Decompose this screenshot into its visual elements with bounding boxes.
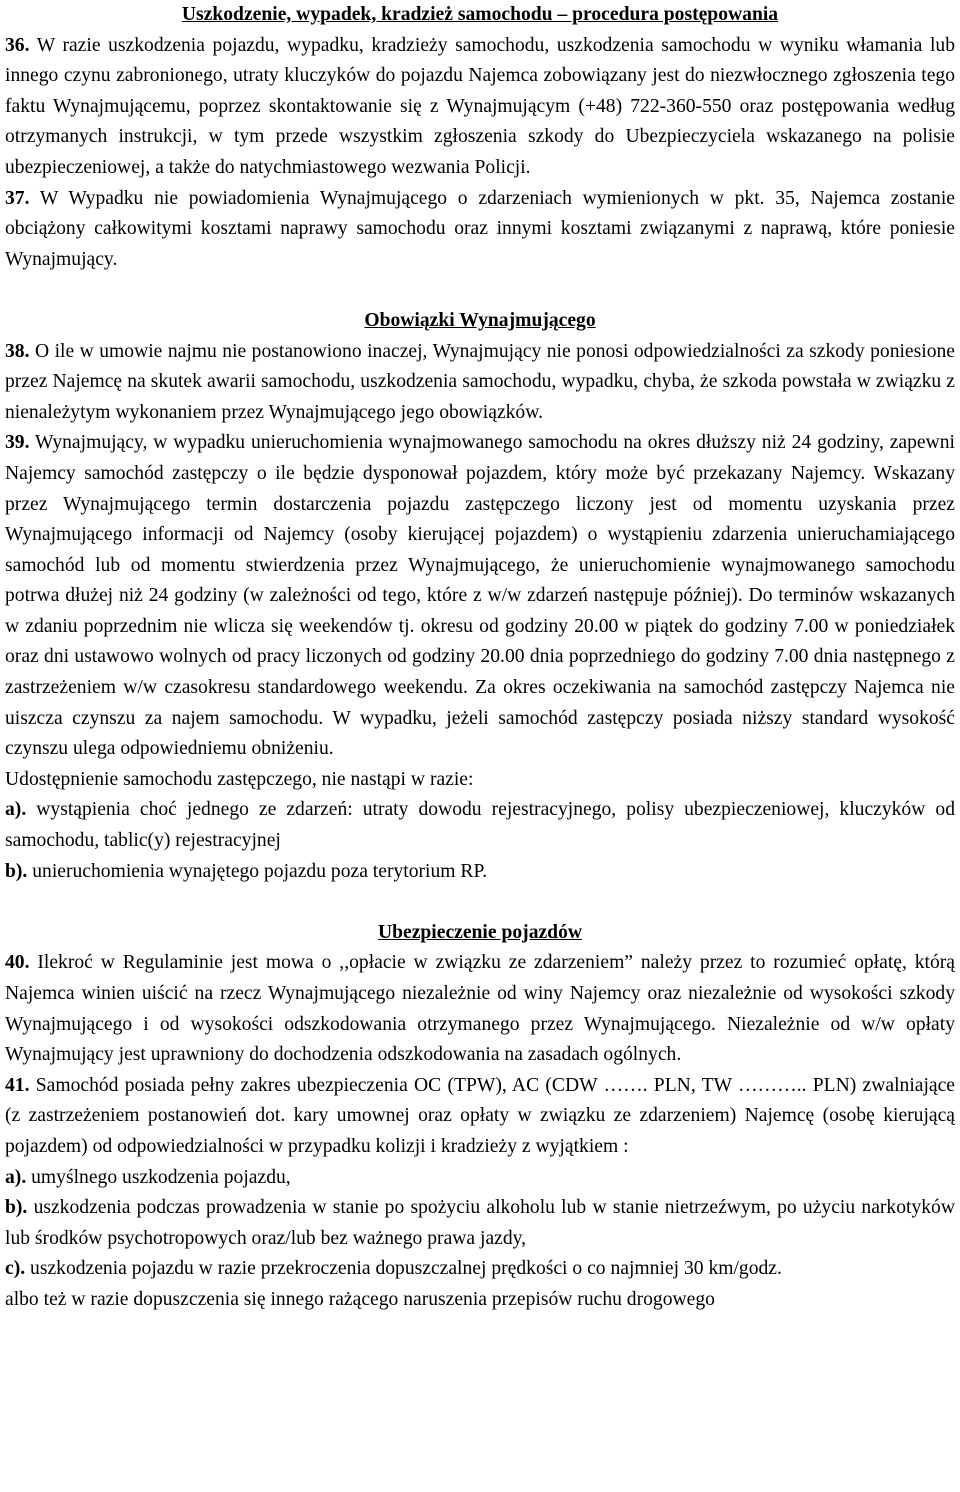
- item-text: umyślnego uszkodzenia pojazdu,: [26, 1166, 291, 1188]
- section-heading: Obowiązki Wynajmującego: [364, 309, 596, 331]
- section-incident: [5, 0, 955, 275]
- list-item: [5, 1193, 955, 1254]
- list-item: [5, 857, 955, 888]
- paragraph: [5, 428, 955, 765]
- paragraph-number: 41.: [5, 1074, 30, 1096]
- item-marker: a).: [5, 799, 27, 821]
- item-marker: b).: [5, 1197, 28, 1219]
- item-text: uszkodzenia podczas prowadzenia w stanie po spożyciu alkoholu lub w stanie nietrzeźwym, po użyciu narkotyków lub środków psychotropowych oraz/lub bez ważnego prawa jazdy,: [5, 1197, 955, 1249]
- list-item: [5, 1254, 955, 1285]
- list-item: [5, 795, 955, 856]
- paragraph-text: Udostępnienie samochodu zastępczego, nie nastąpi w razie:: [5, 768, 474, 790]
- paragraph-text: Wynajmujący, w wypadku unieruchomienia wynajmowanego samochodu na okres dłuższy niż 24 godziny, zapewni Najemcy samochód zastępczy o ile będzie dysponował pojazdem, który może być przekazany Najemcy. Wskazany przez Wynajmującego termin dostarczenia pojazdu zastępczego liczony jest od momentu uzyskania przez Wynajmującego informacji od Najemcy (osoby kierującej pojazdem) o wystąpieniu zdarzenia unieruchamiającego samochód lub od momentu stwierdzenia przez Wynajmującego, że unieruchomienie wynajmowanego samochodu potrwa dłużej niż 24 godziny (w zależności od tego, które z w/w zdarzeń następuje później). Do terminów wskazanych w zdaniu poprzednim nie wlicza się weekendów tj. okresu od godziny 20.00 w piątek do godziny 7.00 w poniedziałek oraz dni ustawowo wolnych od pracy liczonych od godziny 20.00 dnia poprzedniego do godziny 7.00 dnia następnego z zastrzeżeniem w/w czasokresu standardowego weekendu. Za okres oczekiwania na samochód zastępczy Najemca nie uiszcza czynszu za najem samochodu. W wypadku, jeżeli samochód zastępczy posiada niższy standard wysokość czynszu ulega odpowiedniemu obniżeniu.: [5, 432, 955, 760]
- paragraph-text: O ile w umowie najmu nie postanowiono inaczej, Wynajmujący nie ponosi odpowiedzialności za szkody poniesione przez Najemcę na skutek awarii samochodu, uszkodzenia samochodu, wypadku, chyba, że szkoda powstała w związku z nienależytym wykonaniem przez Wynajmującego jego obowiązków.: [5, 340, 955, 423]
- paragraph: [5, 31, 955, 184]
- paragraph: [5, 337, 955, 429]
- paragraph-text: W Wypadku nie powiadomienia Wynajmującego o zdarzeniach wymienionych w pkt. 35, Najemca zostanie obciążony całkowitymi kosztami naprawy samochodu oraz innymi kosztami związanymi z naprawą, które poniesie Wynajmujący.: [5, 187, 955, 270]
- item-marker: c).: [5, 1258, 26, 1280]
- section-insurance: [5, 918, 955, 1316]
- section-heading: Uszkodzenie, wypadek, kradzież samochodu – procedura postępowania: [181, 4, 779, 25]
- paragraph: [5, 184, 955, 276]
- item-text: unieruchomienia wynajętego pojazdu poza terytorium RP.: [27, 860, 488, 882]
- spacer: [5, 887, 955, 918]
- item-text: wystąpienia choć jednego ze zdarzeń: utraty dowodu rejestracyjnego, polisy ubezpieczeniowej, kluczyków od samochodu, tablic(y) rejestracyjnej: [5, 799, 955, 852]
- paragraph: [5, 1285, 955, 1316]
- paragraph-number: 38.: [5, 340, 30, 362]
- section-heading: Ubezpieczenie pojazdów: [377, 921, 583, 943]
- item-marker: a).: [5, 1166, 27, 1188]
- paragraph: [5, 948, 955, 1070]
- paragraph: [5, 1071, 955, 1163]
- paragraph-text: Samochód posiada pełny zakres ubezpieczenia OC (TPW), AC (CDW ……. PLN, TW ……….. PLN) zwalniające (z zastrzeżeniem postanowień dot. kary umownej oraz opłaty w związku ze zdarzeniem) Najemcę (osobę kierującą pojazdem) od odpowiedzialności w przypadku kolizji i kradzieży z wyjątkiem :: [5, 1074, 955, 1157]
- paragraph-text: albo też w razie dopuszczenia się innego rażącego naruszenia przepisów ruchu drogowego: [5, 1288, 715, 1310]
- item-marker: b).: [5, 860, 28, 882]
- paragraph-text: Ilekroć w Regulaminie jest mowa o ,,opłacie w związku ze zdarzeniem” należy przez to rozumieć opłatę, którą Najemca winien uiścić na rzecz Wynajmującego niezależnie od winy Najemcy oraz niezależnie od wysokości szkody Wynajmującego i od wysokości odszkodowania otrzymanego przez Wynajmującego. Niezależnie od w/w opłaty Wynajmujący jest uprawniony do dochodzenia odszkodowania na zasadach ogólnych.: [5, 952, 955, 1066]
- spacer: [5, 275, 955, 306]
- paragraph-number: 39.: [5, 432, 30, 454]
- paragraph-number: 40.: [5, 952, 30, 974]
- paragraph-text: W razie uszkodzenia pojazdu, wypadku, kradzieży samochodu, uszkodzenia samochodu w wyniku włamania lub innego czynu zabronionego, utraty kluczyków do pojazdu Najemca zobowiązany jest do niezwłocznego zgłoszenia tego faktu Wynajmującemu, poprzez skontaktowanie się z Wynajmującym (+48) 722-360-550 oraz postępowania według otrzymanych instrukcji, w tym przede wszystkim zgłoszenia szkody do Ubezpieczyciela wskazanego na polisie ubezpieczeniowej, a także do natychmiastowego wezwania Policji.: [5, 34, 955, 178]
- paragraph-number: 37.: [5, 187, 30, 209]
- section-lessor-duties: [5, 306, 955, 887]
- paragraph-number: 36.: [5, 34, 30, 56]
- item-text: uszkodzenia pojazdu w razie przekroczenia dopuszczalnej prędkości o co najmniej 30 km/godz.: [25, 1258, 782, 1280]
- paragraph: [5, 765, 955, 796]
- list-item: [5, 1163, 955, 1194]
